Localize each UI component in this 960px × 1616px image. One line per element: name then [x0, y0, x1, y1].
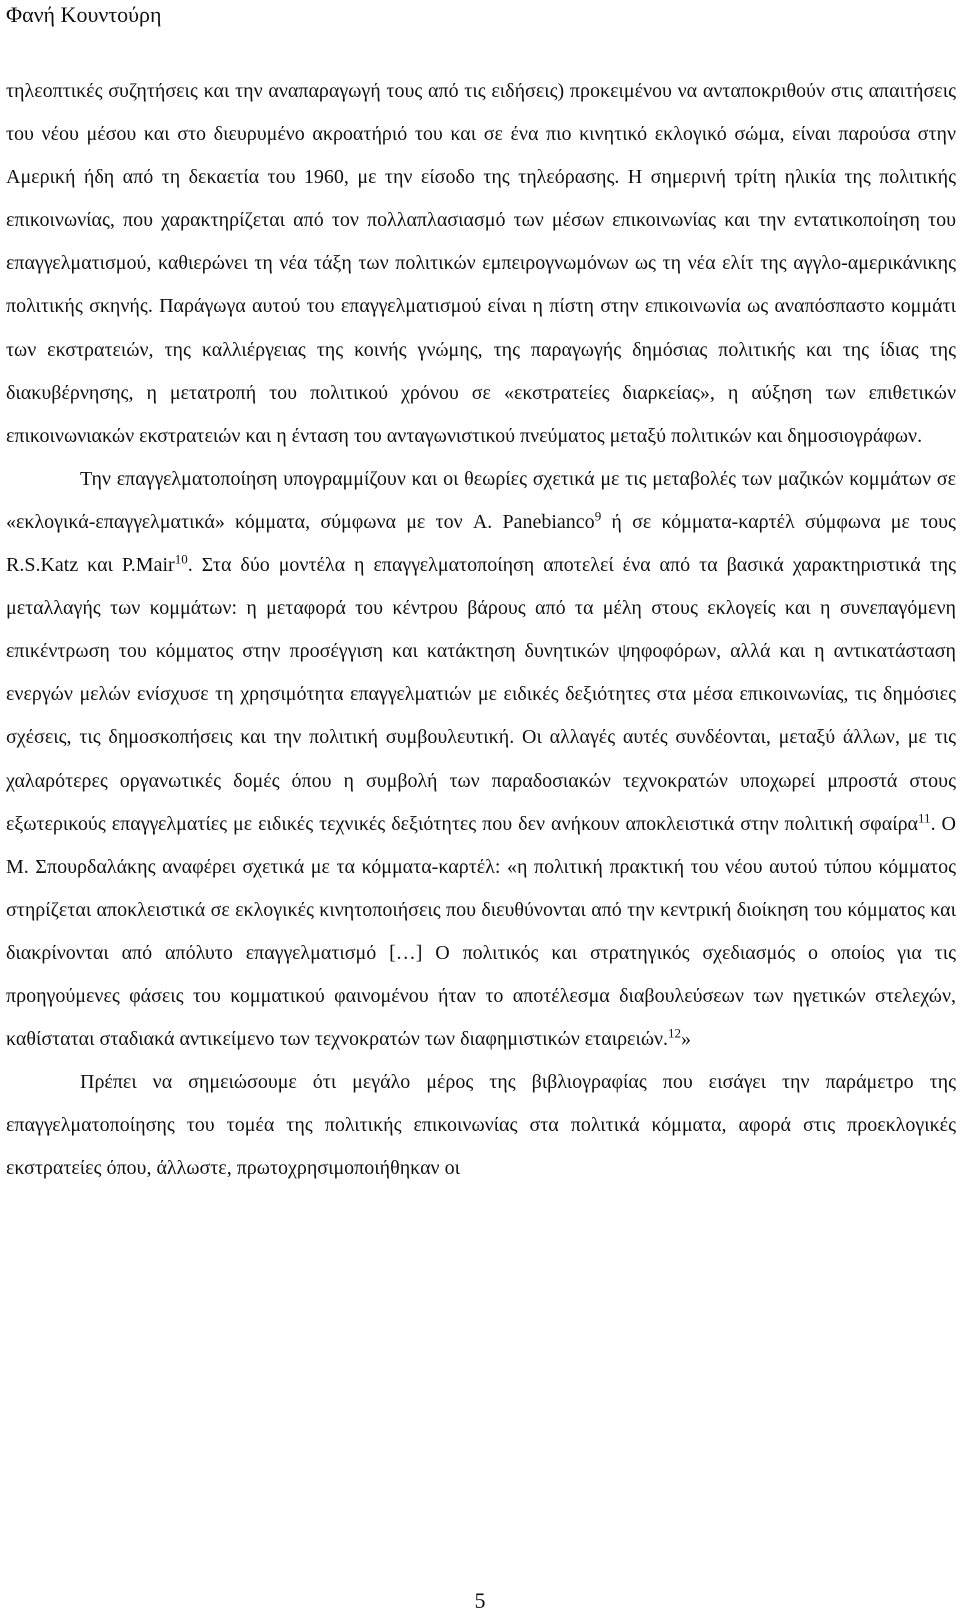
paragraph-3 — [6, 1061, 956, 1190]
paragraph-2 — [6, 458, 956, 1061]
body-text — [6, 70, 956, 1190]
paragraph-text: . Ο Μ. Σπουρδαλάκης αναφέρει σχετικά με τα κόμματα-καρτέλ: «η πολιτική πρακτική του νέου αυτού τύπου κόμματος στηρίζεται αποκλειστικά σε εκλογικές κινητοποιήσεις που διευθύνονται από την κεντρική διοίκηση του κόμματος και διακρίνονται από απόλυτο επαγγελματισμό […] Ο πολιτικός και στρατηγικός σχεδιασμός ο οποίος για τις προηγούμενες φάσεις του κομματικού φαινομένου ήταν το αποτέλεσμα διαβουλεύσεων των ηγετικών στελεχών, καθίσταται σταδιακά αντικείμενο των τεχνοκρατών των διαφημιστικών εταιρειών. — [6, 812, 956, 1051]
page-number: 5 — [474, 1588, 486, 1613]
paragraph-1 — [6, 70, 956, 458]
paragraph-text: Πρέπει να σημειώσουμε ότι μεγάλο μέρος της βιβλιογραφίας που εισάγει την παράμετρο της επαγγελματοποίησης του τομέα της πολιτικής επικοινωνίας στα πολιτικά κόμματα, αφορά στις προεκλογικές εκστρατείες όπου, άλλωστε, πρωτοχρησιμοποιήθηκαν οι — [6, 1071, 956, 1180]
paragraph-text: . Στα δύο μοντέλα η επαγγελματοποίηση αποτελεί ένα από τα βασικά χαρακτηριστικά της μεταλλαγής των κομμάτων: η μεταφορά του κέντρου βάρους από τα μέλη στους εκλογείς και η συνεπαγόμενη επικέντρωση του κόμματος στην προσέγγιση και κατάκτηση δυνητικών ψηφοφόρων, αλλά και η αντικατάσταση ενεργών μελών ενίσχυσε τη χρησιμότητα επαγγελματιών με ειδικές δεξιότητες στα μέσα επικοινωνίας, τις δημόσιες σχέσεις, τις δημοσκοπήσεις και την πολιτική συμβουλευτική. Οι αλλαγές αυτές συνδέονται, μεταξύ άλλων, με τις χαλαρότερες οργανωτικές δομές όπου η συμβολή των παραδοσιακών τεχνοκρατών υποχωρεί μπροστά στους εξωτερικούς επαγγελματίες με ειδικές τεχνικές δεξιότητες που δεν ανήκουν αποκλειστικά στην πολιτική σφαίρα — [6, 554, 956, 835]
footnote-ref-12: 12 — [668, 1025, 682, 1041]
footnote-ref-10: 10 — [174, 551, 188, 567]
paragraph-text: » — [681, 1028, 692, 1051]
running-header-author: Φανή Κουντούρη — [6, 2, 162, 27]
paragraph-text: τηλεοπτικές συζητήσεις και την αναπαραγωγή τους από τις ειδήσεις) προκειμένου να ανταποκριθούν στις απαιτήσεις του νέου μέσου και στο διευρυμένο ακροατήριό του και σε ένα πιο κινητικό εκλογικό σώμα, είναι παρούσα στην Αμερική ήδη από τη δεκαετία του 1960, με την είσοδο της τηλεόρασης. Η σημερινή τρίτη ηλικία της πολιτικής επικοινωνίας, που χαρακτηρίζεται από τον πολλαπλασιασμό των μέσων επικοινωνίας και την εντατικοποίηση του επαγγελματισμού, καθιερώνει τη νέα τάξη των πολιτικών εμπειρογνωμόνων ως τη νέα ελίτ της αγγλο-αμερικάνικης πολιτικής σκηνής. Παράγωγα αυτού του επαγγελματισμού είναι η πίστη στην επικοινωνία ως αναπόσπαστο κομμάτι των εκστρατειών, της καλλιέργειας της κοινής γνώμης, της παραγωγής δημόσιας πολιτικής και της ίδιας της διακυβέρνησης, η μετατροπή του πολιτικού χρόνου σε «εκστρατείες διαρκείας», η αύξηση των επιθετικών επικοινωνιακών εκστρατειών και η ένταση του ανταγωνιστικού πνεύματος μεταξύ πολιτικών και δημοσιογράφων. — [6, 80, 956, 447]
paragraph-text: ή σε κόμματα-καρτέλ σύμφωνα με τους R.S.Katz και P.Mair — [6, 510, 956, 577]
paragraph-text: Την επαγγελματοποίηση υπογραμμίζουν και οι θεωρίες σχετικά με τις μεταβολές των μαζικών κομμάτων σε «εκλογικά-επαγγελματικά» κόμματα, σύμφωνα με τον A. Panebianco — [6, 467, 956, 533]
footnote-ref-11: 11 — [918, 809, 931, 825]
footnote-ref-9: 9 — [594, 508, 602, 524]
